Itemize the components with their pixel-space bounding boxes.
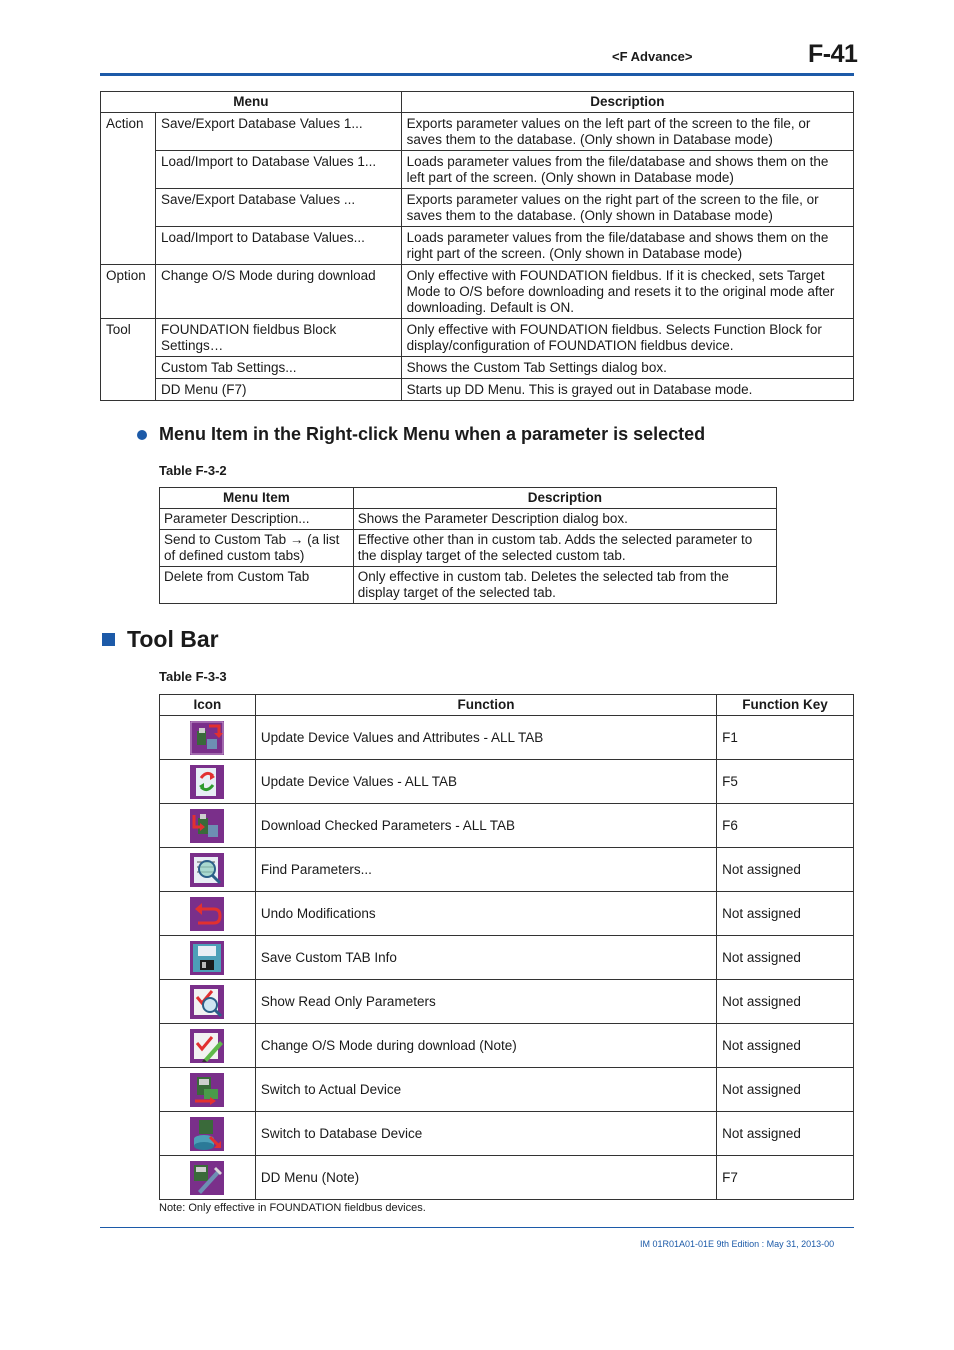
- find-icon: [190, 853, 224, 887]
- save-icon: [190, 941, 224, 975]
- header-description: Description: [353, 488, 776, 509]
- show-readonly-icon: [190, 985, 224, 1019]
- function-key: Not assigned: [717, 1112, 854, 1156]
- os-mode-icon: [190, 1029, 224, 1063]
- dd-menu-icon: [190, 1161, 224, 1195]
- bullet-icon: [137, 430, 147, 440]
- menu-item: Load/Import to Database Values...: [155, 227, 401, 265]
- database-device-icon: [190, 1117, 224, 1151]
- menu-item: Load/Import to Database Values 1...: [155, 151, 401, 189]
- function-key: F5: [717, 760, 854, 804]
- function-label: Save Custom TAB Info: [255, 936, 716, 980]
- header-icon: Icon: [160, 695, 256, 716]
- table-row: [160, 1112, 854, 1156]
- page-number: F-41: [808, 40, 858, 68]
- function-label: DD Menu (Note): [255, 1156, 716, 1200]
- function-label: Change O/S Mode during download (Note): [255, 1024, 716, 1068]
- section-heading: [102, 626, 219, 653]
- right-click-menu-table: [159, 487, 777, 604]
- function-key: Not assigned: [717, 848, 854, 892]
- function-label: Download Checked Parameters - ALL TAB: [255, 804, 716, 848]
- table-row: [160, 509, 777, 530]
- table-row: [101, 265, 854, 319]
- menu-item: Save/Export Database Values ...: [155, 189, 401, 227]
- menu-group: Tool: [101, 319, 156, 401]
- function-key: F6: [717, 804, 854, 848]
- subsection-heading: [137, 424, 705, 445]
- header-function-key: Function Key: [717, 695, 854, 716]
- toolbar-table: [159, 694, 854, 1200]
- menu-description: Starts up DD Menu. This is grayed out in Database mode.: [401, 379, 853, 401]
- undo-icon: [190, 897, 224, 931]
- update-values-icon: [190, 765, 224, 799]
- table-row: [160, 848, 854, 892]
- square-bullet-icon: [102, 633, 115, 646]
- table-row: [160, 892, 854, 936]
- menu-table: [100, 91, 854, 401]
- menu-description: Shows the Parameter Description dialog box.: [353, 509, 776, 530]
- table-row: [160, 760, 854, 804]
- menu-item: Change O/S Mode during download: [155, 265, 401, 319]
- menu-item: DD Menu (F7): [155, 379, 401, 401]
- table-caption: Table F-3-2: [159, 463, 227, 478]
- menu-description: Loads parameter values from the file/database and shows them on the left part of the screen. (Only shown in Database mode): [401, 151, 853, 189]
- menu-group: Action: [101, 113, 156, 265]
- menu-item: Custom Tab Settings...: [155, 357, 401, 379]
- table-header-row: [101, 92, 854, 113]
- function-label: Update Device Values and Attributes - ALL TAB: [255, 716, 716, 760]
- menu-item: Save/Export Database Values 1...: [155, 113, 401, 151]
- header-rule: [100, 73, 854, 76]
- table-row: [101, 357, 854, 379]
- table-caption: Table F-3-3: [159, 669, 227, 684]
- function-key: Not assigned: [717, 1068, 854, 1112]
- function-label: Switch to Actual Device: [255, 1068, 716, 1112]
- function-label: Switch to Database Device: [255, 1112, 716, 1156]
- menu-group: Option: [101, 265, 156, 319]
- table-row: [160, 804, 854, 848]
- footer-text: IM 01R01A01-01E 9th Edition : May 31, 2013-00: [640, 1239, 835, 1249]
- update-all-icon: [190, 721, 224, 755]
- table-row: [101, 319, 854, 357]
- menu-description: Exports parameter values on the left part of the screen to the file, or saves them to the database. (Only shown in Database mode): [401, 113, 853, 151]
- table-row: [160, 716, 854, 760]
- function-key: Not assigned: [717, 980, 854, 1024]
- function-key: Not assigned: [717, 1024, 854, 1068]
- menu-item: FOUNDATION fieldbus Block Settings…: [155, 319, 401, 357]
- function-key: Not assigned: [717, 936, 854, 980]
- function-label: Show Read Only Parameters: [255, 980, 716, 1024]
- header-function: Function: [255, 695, 716, 716]
- function-key: F7: [717, 1156, 854, 1200]
- table-row: [160, 980, 854, 1024]
- actual-device-icon: [190, 1073, 224, 1107]
- menu-item: Delete from Custom Tab: [160, 567, 354, 604]
- header-menu: Menu: [101, 92, 402, 113]
- table-row: [160, 530, 777, 567]
- menu-description: Exports parameter values on the right part of the screen to the file, or saves them to the database. (Only shown in Database mode): [401, 189, 853, 227]
- table-row: [101, 113, 854, 151]
- table-row: [160, 936, 854, 980]
- table-row: [101, 227, 854, 265]
- footer-rule: [100, 1227, 854, 1228]
- subsection-title: Menu Item in the Right-click Menu when a parameter is selected: [159, 424, 706, 444]
- function-label: Find Parameters...: [255, 848, 716, 892]
- table-row: [160, 1156, 854, 1200]
- menu-item: Parameter Description...: [160, 509, 354, 530]
- function-label: Undo Modifications: [255, 892, 716, 936]
- menu-description: Loads parameter values from the file/database and shows them on the right part of the screen. (Only shown in Database mode): [401, 227, 853, 265]
- menu-description: Only effective with FOUNDATION fieldbus. If it is checked, sets Target Mode to O/S before downloading and resets it to the original mode after downloading. Default is ON.: [401, 265, 853, 319]
- section-title: Tool Bar: [127, 626, 219, 652]
- header-menu-item: Menu Item: [160, 488, 354, 509]
- table-row: [101, 151, 854, 189]
- menu-item: Send to Custom Tab → (a list of defined custom tabs): [160, 530, 354, 567]
- menu-description: Effective other than in custom tab. Adds the selected parameter to the display target of the selected custom tab.: [353, 530, 776, 567]
- table-row: [101, 189, 854, 227]
- menu-description: Only effective with FOUNDATION fieldbus. Selects Function Block for display/configuration of FOUNDATION fieldbus device.: [401, 319, 853, 357]
- table-header-row: [160, 695, 854, 716]
- header-description: Description: [401, 92, 853, 113]
- function-key: Not assigned: [717, 892, 854, 936]
- table-header-row: [160, 488, 777, 509]
- table-note: Note: Only effective in FOUNDATION fieldbus devices.: [159, 1202, 426, 1214]
- table-row: [160, 1068, 854, 1112]
- table-row: [101, 379, 854, 401]
- table-row: [160, 567, 777, 604]
- section-label: <F Advance>: [612, 49, 693, 64]
- table-row: [160, 1024, 854, 1068]
- function-label: Update Device Values - ALL TAB: [255, 760, 716, 804]
- function-key: F1: [717, 716, 854, 760]
- menu-description: Shows the Custom Tab Settings dialog box.: [401, 357, 853, 379]
- download-icon: [190, 809, 224, 843]
- menu-description: Only effective in custom tab. Deletes the selected tab from the display target of the selected tab.: [353, 567, 776, 604]
